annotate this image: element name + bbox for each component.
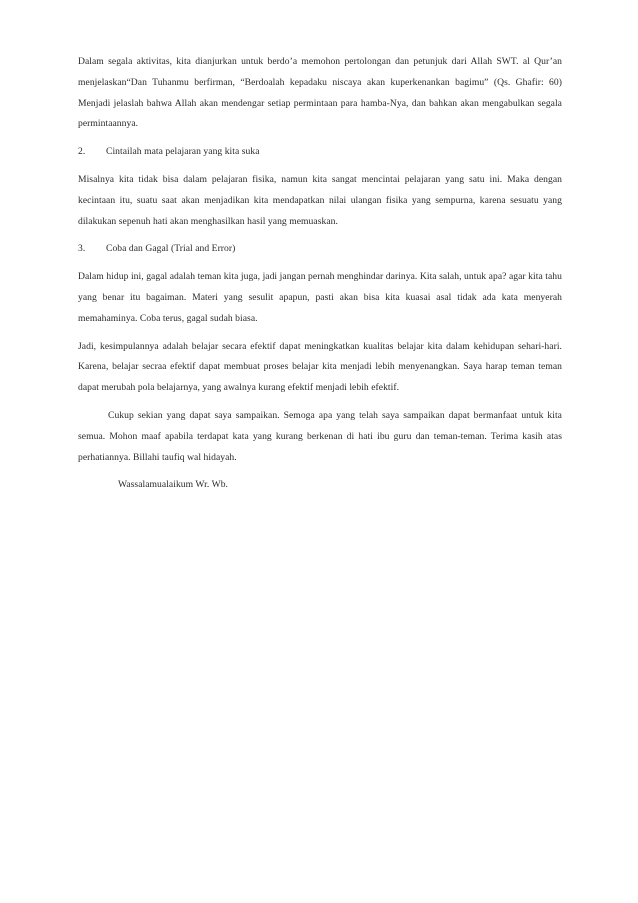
paragraph-trial-error: Dalam hidup ini, gagal adalah teman kita juga, jadi jangan pernah menghindar darinya. Kita salah, untuk apa? agar kita tahu yang benar itu bagaiman. Materi yang sesulit apapun, pasti akan bisa kita kuasai asal tidak ada kata menyerah memahaminya. Coba terus, gagal sudah biasa. <box>78 271 562 324</box>
closing-salutation: Wassalamualaikum Wr. Wb. <box>118 479 228 491</box>
list-heading: Coba dan Gagal (Trial and Error) <box>106 243 236 255</box>
paragraph-penutup: Cukup sekian yang dapat saya sampaikan. Semoga apa yang telah saya sampaikan dapat bermanfaat untuk kita semua. Mohon maaf apabila terdapat kata yang kurang berkenan di hati ibu guru dan teman-teman. Terima kasih atas perhatiannya. Billahi taufiq wal hidayah. <box>78 409 562 463</box>
paragraph-doa: Dalam segala aktivitas, kita dianjurkan untuk berdo’a memohon pertolongan dan petunjuk dari Allah SWT. al Qur’an menjelaskan“Dan Tuhanmu berfirman, “Berdoalah kepadaku niscaya akan kuperkenankan bagimu” (Qs. Ghafir: 60) Menjadi jelaslah bahwa Allah akan mendengar setiap permintaan para hamba-Nya, dan bahkan akan mengabulkan segala permintaannya. <box>78 56 562 130</box>
list-item-2 <box>78 142 562 163</box>
document-body <box>78 52 562 496</box>
list-number: 3. <box>78 243 86 255</box>
list-item-3 <box>78 239 562 260</box>
list-number: 2. <box>78 146 86 158</box>
paragraph-kesimpulan: Jadi, kesimpulannya adalah belajar secara efektif dapat meningkatkan kualitas belajar kita dalam kehidupan sehari-hari. Karena, belajar secraa efektif dapat membuat proses belajar kita menjadi lebih menyenangkan. Saya harap teman teman dapat merubah pola belajarnya, yang awalnya kurang efektif menjadi lebih efektif. <box>78 340 562 394</box>
paragraph-cintailah: Misalnya kita tidak bisa dalam pelajaran fisika, namun kita sangat mencintai pelajaran yang satu ini. Maka dengan kecintaan itu, suatu saat akan menjadikan kita mendapatkan nilai ulangan fisika yang sempurna, karena sesuatu yang dilakukan sepenuh hati akan menghasilkan hasil yang memuaskan. <box>78 173 562 227</box>
list-heading: Cintailah mata pelajaran yang kita suka <box>106 146 260 158</box>
